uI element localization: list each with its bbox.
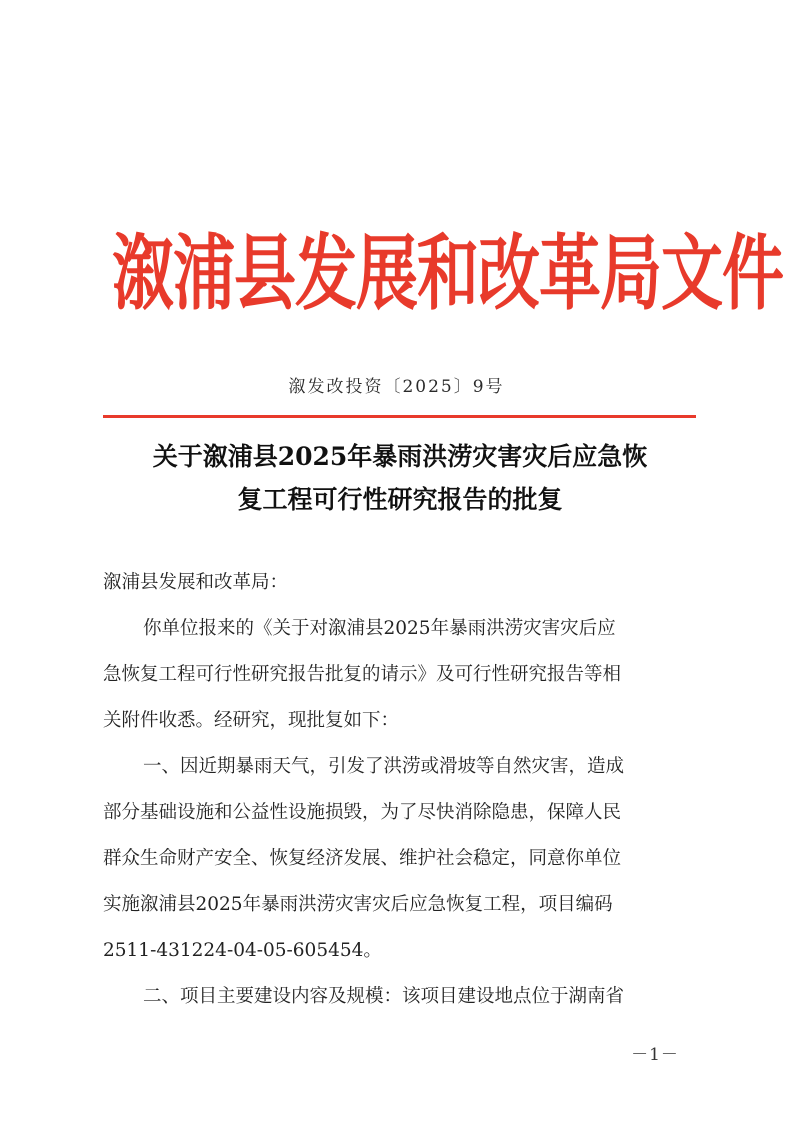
salutation: 溆浦县发展和改革局：: [103, 572, 289, 593]
body-line-3: 关附件收悉。经研究，现批复如下：: [103, 710, 400, 731]
body-line-6: 群众生命财产安全、恢复经济发展、维护社会稳定，同意你单位: [103, 848, 622, 869]
document-title-line-1: 关于溆浦县2025年暴雨洪涝灾害灾后应急恢: [152, 442, 648, 471]
body-line-1: 你单位报来的《关于对溆浦县2025年暴雨洪涝灾害灾后应: [143, 618, 616, 639]
body-line-9: 二、项目主要建设内容及规模：该项目建设地点位于湖南省: [143, 986, 625, 1007]
body-line-8: 2511-431224-04-05-605454。: [103, 940, 382, 961]
issuer-red-header: 溆浦县发展和改革局文件: [112, 225, 784, 322]
body-line-4: 一、因近期暴雨天气，引发了洪涝或滑坡等自然灾害，造成: [143, 756, 625, 777]
document-title: [100, 435, 700, 521]
body-line-2: 急恢复工程可行性研究报告批复的请示》及可行性研究报告等相: [103, 664, 622, 685]
body-line-7: 实施溆浦县2025年暴雨洪涝灾害灾后应急恢复工程，项目编码: [103, 894, 613, 915]
body-line-5: 部分基础设施和公益性设施损毁，为了尽快消除隐患，保障人民: [103, 802, 622, 823]
red-divider-line: [103, 415, 696, 418]
document-title-line-2: 复工程可行性研究报告的批复: [237, 485, 563, 514]
page-number: －1－: [631, 1045, 679, 1065]
document-number: 溆发改投资〔2025〕9号: [288, 377, 505, 397]
